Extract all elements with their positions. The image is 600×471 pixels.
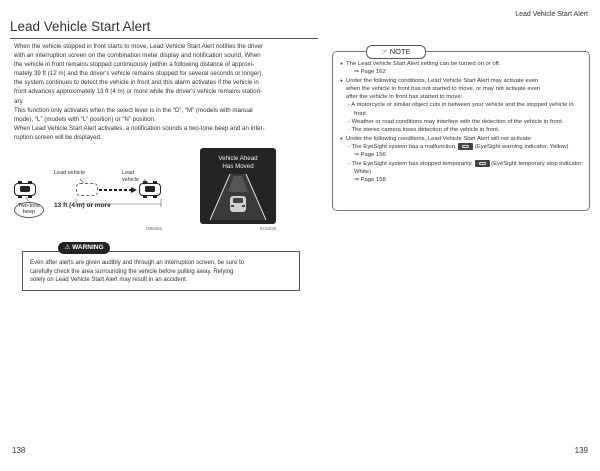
note-subitem-text: - The EyeSight system has stopped temporarily. bbox=[348, 160, 473, 167]
note-subitem bbox=[340, 143, 584, 151]
note-subitem-text: (EyeSight temporary stop indicator: White) bbox=[354, 160, 584, 175]
warning-badge bbox=[58, 242, 110, 254]
screen-message-line: Vehicle Ahead bbox=[218, 155, 258, 162]
running-header: Lead Vehicle Start Alert bbox=[515, 11, 588, 18]
note-item: ● Under the following conditions, Lead Vehicle Start Alert will not activate: bbox=[340, 135, 584, 143]
body-line: the system continues to detect the vehicle in front and this alarm activates if the vehicle in bbox=[14, 79, 259, 87]
eyesight-temporary-stop-indicator-icon bbox=[475, 160, 490, 167]
body-text bbox=[14, 42, 310, 142]
note-line: when the vehicle in front has not started to move, or may not activate even bbox=[346, 85, 541, 92]
body-line: This function only activates when the select lever is in the “D”, “M” (models with manual bbox=[14, 106, 253, 114]
lead-vehicle-label: Lead vehicle bbox=[54, 170, 85, 176]
body-line: When the vehicle stopped in front starts to move, Lead Vehicle Start Alert notifies the driver bbox=[14, 43, 264, 50]
warning-line: carefully check the area surrounding the vehicle before pulling away. Relying bbox=[30, 268, 234, 275]
note-subitem: - The stereo camera loses detection of the vehicle in front. bbox=[348, 127, 500, 134]
note-subitem bbox=[340, 160, 584, 177]
body-line: When Lead Vehicle Start Alert activates, a notification sounds a two-tone beep and an inter- bbox=[14, 124, 265, 132]
note-item: ● The Lead Vehicle Start Alert setting can be turned on or off. bbox=[340, 60, 584, 68]
note-subitem-text: - The EyeSight system has a malfunction. bbox=[348, 144, 457, 151]
body-line: mately 39 ft (12 m) and the driver's vehicle remains stopped for several seconds or longer), bbox=[14, 70, 264, 78]
body-line: ary. bbox=[14, 97, 24, 105]
figure-code: EC6036 bbox=[260, 226, 277, 231]
note-line: ● Under the following conditions, Lead Vehicle Start Alert may activate even bbox=[346, 77, 539, 84]
body-line: the vehicle in front remains stopped continuously (within a following distance of approxi- bbox=[14, 61, 255, 69]
lead-vehicle-label: Lead vehicle bbox=[122, 170, 140, 183]
body-line: mode), “L” (models with “L” position) or “N” position. bbox=[14, 115, 156, 123]
page-number-right: 139 bbox=[574, 446, 588, 455]
alert-diagram bbox=[14, 170, 174, 230]
body-line: ruption screen will be displayed. bbox=[14, 133, 102, 141]
page-reference-link[interactable]: ⇒ Page 162 bbox=[354, 69, 386, 76]
page-number-left: 138 bbox=[12, 446, 26, 455]
note-line: after the vehicle in front has started to move: bbox=[346, 94, 463, 101]
warning-line: solely on Lead Vehicle Start Alert may result in an accident. bbox=[30, 277, 188, 284]
page-reference-link[interactable]: ⇒ Page 156 bbox=[354, 152, 386, 159]
page-reference-link[interactable]: ⇒ Page 158 bbox=[354, 177, 386, 184]
body-line: with an interruption screen on the combination meter display and notification sound. When bbox=[14, 52, 261, 60]
note-subitem: - A motorcycle or similar object cuts in between your vehicle and the stopped vehicle in front. bbox=[348, 102, 574, 117]
meter-interruption-screen bbox=[200, 148, 276, 224]
distance-label: 13 ft (4 m) or more bbox=[54, 202, 111, 209]
warning-label: WARNING bbox=[72, 244, 104, 251]
two-tone-beep-bubble: Two-tone beep bbox=[14, 202, 44, 218]
body-line: front advances approximately 13 ft (4 m) or more while the driver's vehicle remains station- bbox=[14, 88, 263, 96]
note-icon: ☞ bbox=[381, 49, 388, 56]
title-divider bbox=[10, 38, 318, 39]
warning-line: Even after alerts are given audibly and through an interruption screen, be sure to bbox=[30, 260, 245, 266]
screen-message-line: Has Moved bbox=[222, 163, 254, 170]
note-subitem: - Weather or road conditions may interfere with the detection of the vehicle in front. bbox=[348, 119, 564, 126]
section-title: Lead Vehicle Start Alert bbox=[10, 19, 151, 34]
lead-vehicle-view-icon bbox=[208, 174, 268, 220]
warning-text bbox=[30, 259, 294, 285]
figure-code: HB5462 bbox=[146, 226, 163, 231]
note-item bbox=[340, 77, 584, 102]
warning-triangle-icon: ⚠ bbox=[64, 244, 71, 251]
note-content bbox=[340, 60, 584, 185]
eyesight-warning-indicator-icon bbox=[458, 143, 473, 150]
note-subitem-text: (EyeSight warning indicator: Yellow) bbox=[474, 144, 569, 151]
note-label: NOTE bbox=[389, 47, 411, 56]
note-badge bbox=[366, 45, 426, 59]
